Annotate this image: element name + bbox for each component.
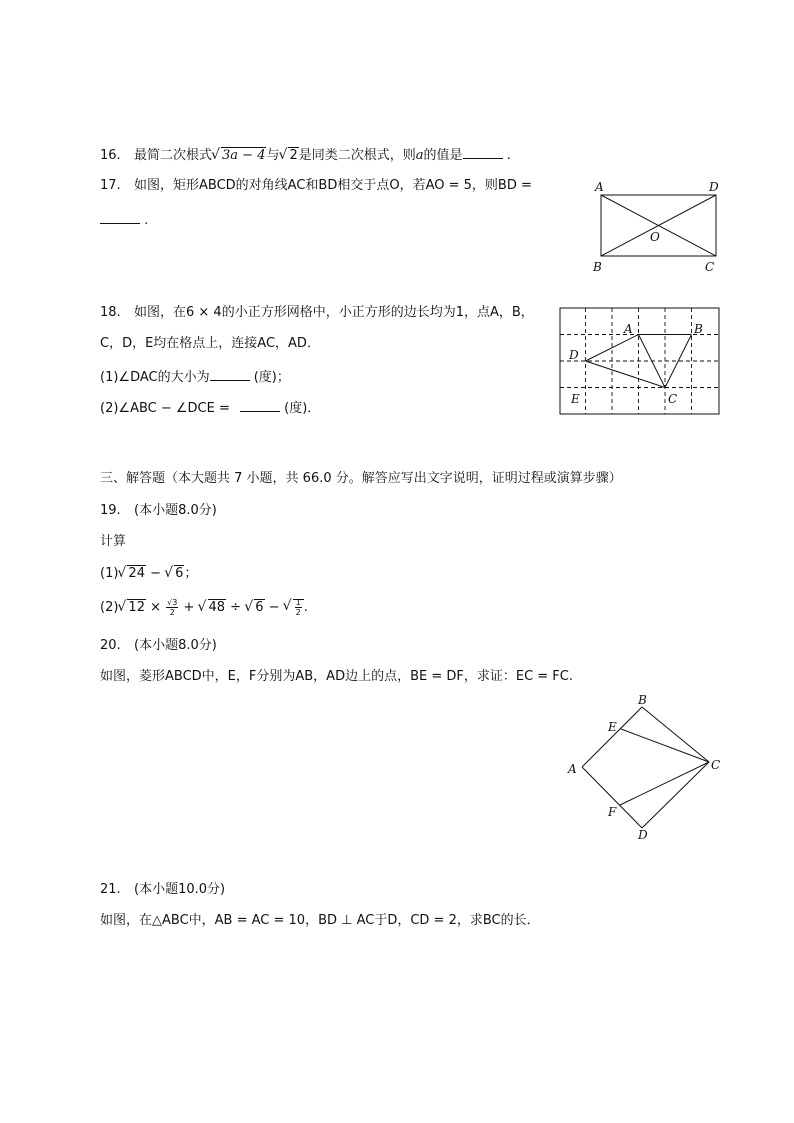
radical-expression: √ 6	[165, 565, 184, 583]
question-18-part1: (1)∠DAC的大小为 (度)；	[100, 367, 290, 387]
question-21-text: 如图，在△ABC中，AB = AC = 10，BD ⊥ AC于D，CD = 2，求BC的长．	[100, 913, 540, 928]
point-label-b: B	[694, 322, 703, 336]
fraction: √ $\frac{1}{2}$	[295, 598, 301, 617]
rectangle-figure	[588, 178, 728, 276]
question-19	[100, 502, 217, 520]
question-19-part1: (1)√ 24 − √ 6；	[100, 565, 197, 583]
radical-expression: √ 2	[279, 147, 298, 165]
radical-expression: √ 3a − 4	[212, 147, 266, 165]
point-label-a: A	[568, 762, 577, 776]
point-label-d: D	[709, 180, 719, 194]
question-19-intro: 计算	[100, 534, 127, 549]
question-18-part2: (2)∠ABC − ∠DCE = (度)．	[100, 398, 320, 418]
section-heading: 三、解答题（本大题共 7 小题，共 66.0 分。解答应写出文字说明，证明过程或演算步骤）	[100, 471, 622, 486]
question-17	[100, 177, 532, 195]
radical-expression: √ 6	[245, 599, 264, 617]
point-label-c: C	[668, 392, 678, 406]
grid-figure	[559, 307, 721, 417]
point-label-d: D	[638, 828, 648, 842]
fraction: $\frac{√3}{2}$	[167, 598, 178, 617]
question-19-part2: (2)√ 12 × $\frac{√3}{2}$ + √ 48 ÷ √ 6 − √ $\frac{1}{2}$ .	[100, 598, 308, 617]
question-text: 如图，矩形ABCD的对角线AC和BD相交于点O，若AO = 5，则BD =	[134, 178, 532, 193]
point-label-e: E	[608, 720, 617, 734]
score-note: (本小题8.0分)	[134, 638, 217, 653]
question-18-line2: C，D，E均在格点上，连接AC，AD．	[100, 336, 320, 351]
question-number: 18.	[100, 305, 121, 320]
point-label-f: F	[608, 805, 617, 819]
answer-blank	[463, 145, 503, 159]
question-21	[100, 881, 225, 899]
answer-blank	[240, 398, 280, 412]
question-number: 19.	[100, 503, 121, 518]
point-label-c: C	[705, 260, 715, 274]
point-label-c: C	[711, 758, 721, 772]
question-20-text: 如图，菱形ABCD中，E，F分别为AB，AD边上的点，BE = DF，求证：EC = FC.	[100, 669, 573, 684]
question-number: 21.	[100, 882, 121, 897]
point-label-o: O	[650, 230, 660, 244]
answer-blank	[210, 367, 250, 381]
point-label-b: B	[593, 260, 602, 274]
point-label-d: D	[569, 348, 579, 362]
radical-expression: √ 12	[118, 599, 146, 617]
question-18	[100, 304, 534, 322]
radical-expression: √ 48	[199, 599, 227, 617]
question-text: 如图，在6 × 4的小正方形网格中，小正方形的边长均为1，点A，B，	[134, 305, 534, 320]
question-17-answer: .	[100, 210, 148, 230]
score-note: (本小题8.0分)	[134, 503, 217, 518]
point-label-a: A	[624, 322, 633, 336]
question-number: 20.	[100, 638, 121, 653]
point-label-e: E	[571, 392, 580, 406]
question-number: 17.	[100, 178, 121, 193]
question-number: 16.	[100, 148, 121, 163]
rhombus-figure	[562, 690, 732, 845]
question-16: 16. 最简二次根式√ 3a − 4与√ 2是同类二次根式，则a的值是 .	[100, 145, 511, 165]
radical-expression	[284, 598, 304, 617]
score-note: (本小题10.0分)	[134, 882, 226, 897]
answer-blank	[100, 210, 140, 224]
question-20	[100, 637, 217, 655]
point-label-b: B	[638, 693, 647, 707]
point-label-a: A	[595, 180, 604, 194]
radical-expression: √ 24	[118, 565, 146, 583]
